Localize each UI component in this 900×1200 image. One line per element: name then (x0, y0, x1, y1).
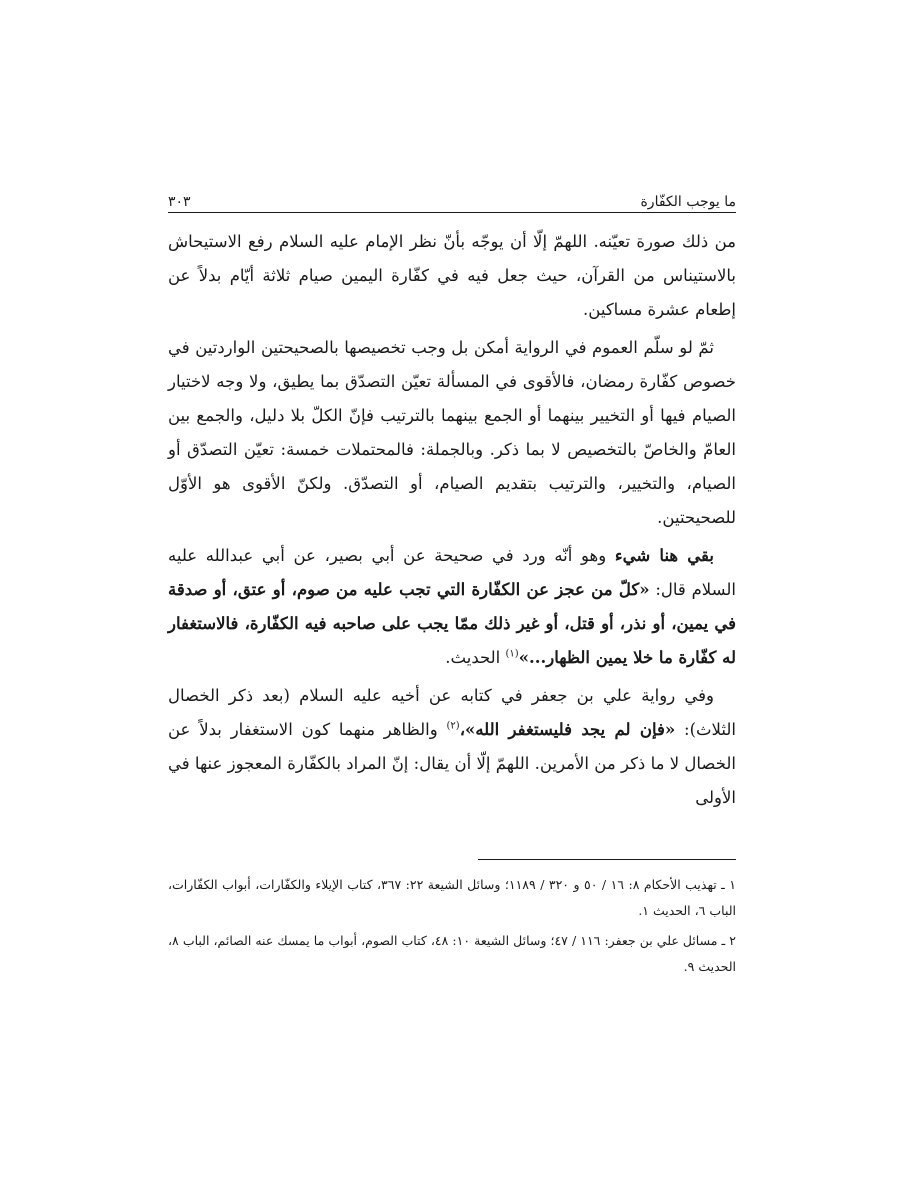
paragraph-3-tail: الحديث. (445, 648, 506, 667)
chapter-title: ما يوجب الكفّارة (640, 194, 736, 210)
paragraph-4 (168, 679, 736, 815)
footnote-ref-1[interactable]: (١) (505, 648, 519, 660)
paragraph-3-intro: وهو أنّه ورد في صحيحة عن أبي بصير، عن أبي عبدالله عليه السلام قال: (168, 546, 736, 599)
hadith-quote-1: «كلّ من عجز عن الكفّارة التي تجب عليه من صوم، أو عتق، أو صدقة في يمين، أو نذر، أو قتل، أو غير ذلك ممّا يجب على صاحبه فيه الكفّارة، فالاستغفار له كفّارة ما خلا يمين الظهار...» (168, 580, 736, 667)
paragraph-2: ثمّ لو سلّم العموم في الرواية أمكن بل وجب تخصيصها بالصحيحتين الواردتين في خصوص كفّارة رمضان، فالأقوى في المسألة تعيّن التصدّق بما يطيق، ولا وجه لاختيار الصيام فيها أو التخيير بينهما أو الجمع بينهما بالترتيب فإنّ الكلّ بلا دليل، والجمع بين العامّ والخاصّ بالتخصيص لا بما ذكر. وبالجملة: فالمحتملات خمسة: تعيّن التصدّق أو الصيام، والتخيير، والترتيب بتقديم الصيام، أو التصدّق. ولكنّ الأقوى هو الأوّل للصحيحتين. (168, 338, 736, 527)
running-header (168, 184, 736, 213)
paragraph-4-intro: وفي رواية علي بن جعفر في كتابه عن أخيه عليه السلام (بعد ذكر الخصال الثلاث): (168, 686, 736, 739)
paragraph-1: من ذلك صورة تعيّنه. اللهمّ إلّا أن يوجّه بأنّ نظر الإمام عليه السلام رفع الاستيحاش بالاستيناس من القرآن، حيث جعل فيه في كفّارة اليمين صيام ثلاثة أيّام بدلاً عن إطعام عشرة مساكين. (168, 232, 736, 319)
bold-lead: بقي هنا شيء (614, 546, 714, 565)
book-page (168, 184, 736, 984)
footnote-separator (478, 859, 736, 860)
footnote-ref-2[interactable]: (٢) (446, 720, 460, 732)
paragraph-4-tail: والظاهر منهما كون الاستغفار بدلاً عن الخصال لا ما ذكر من الأمرين. اللهمّ إلّا أن يقال: إنّ المراد بالكفّارة المعجوز عنها في الأولى (168, 720, 736, 807)
paragraph-3 (168, 539, 736, 675)
main-text (168, 225, 736, 815)
footnote-1: ١ ـ تهذيب الأحكام ٨: ١٦ / ٥٠ و ٣٢٠ / ١١٨٩؛ وسائل الشيعة ٢٢: ٣٦٧، كتاب الإيلاء والكفّارات، أبواب الكفّارات، الباب ٦، الحديث ١. (168, 877, 736, 918)
footnotes (168, 872, 736, 980)
hadith-quote-2: «فإن لم يجد فليستغفر الله»، (459, 720, 676, 739)
page-number: ٣٠٣ (168, 194, 191, 210)
footnote-2: ٢ ـ مسائل علي بن جعفر: ١١٦ / ٤٧؛ وسائل الشيعة ١٠: ٤٨، كتاب الصوم، أبواب ما يمسك عنه الصائم، الباب ٨، الحديث ٩. (168, 933, 736, 974)
